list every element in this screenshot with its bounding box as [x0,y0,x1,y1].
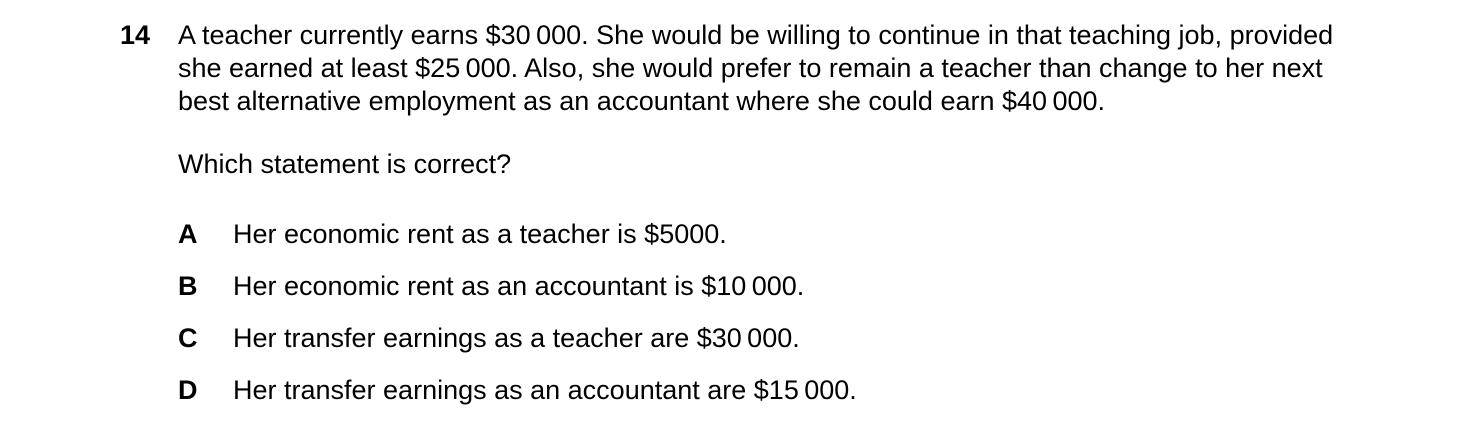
option-row-d [178,374,1424,407]
question-stem [178,19,1424,118]
option-letter-b: B [178,271,198,301]
option-text-b: Her economic rent as an accountant is $10 000. [233,271,805,301]
question-number: 14 [120,20,151,50]
option-text-d: Her transfer earnings as an accountant are $15 000. [233,375,857,405]
stem-line-3: best alternative employment as an accountant where she could earn $40 000. [178,86,1105,116]
option-row-b [178,270,1424,303]
option-letter-d: D [178,375,198,405]
options-list [178,218,1424,407]
option-letter-a: A [178,219,198,249]
stem-line-2: she earned at least $25 000. Also, she would prefer to remain a teacher than change to her next [178,53,1323,83]
question-14 [120,19,1424,407]
question-prompt: Which statement is correct? [178,149,512,179]
option-row-c [178,322,1424,355]
stem-line-1: A teacher currently earns $30 000. She would be willing to continue in that teaching job, provided [178,20,1334,50]
option-row-a [178,218,1424,251]
option-letter-c: C [178,323,198,353]
question-stem-row [120,19,1424,118]
option-text-a: Her economic rent as a teacher is $5000. [233,219,727,249]
option-text-c: Her transfer earnings as a teacher are $30 000. [233,323,800,353]
